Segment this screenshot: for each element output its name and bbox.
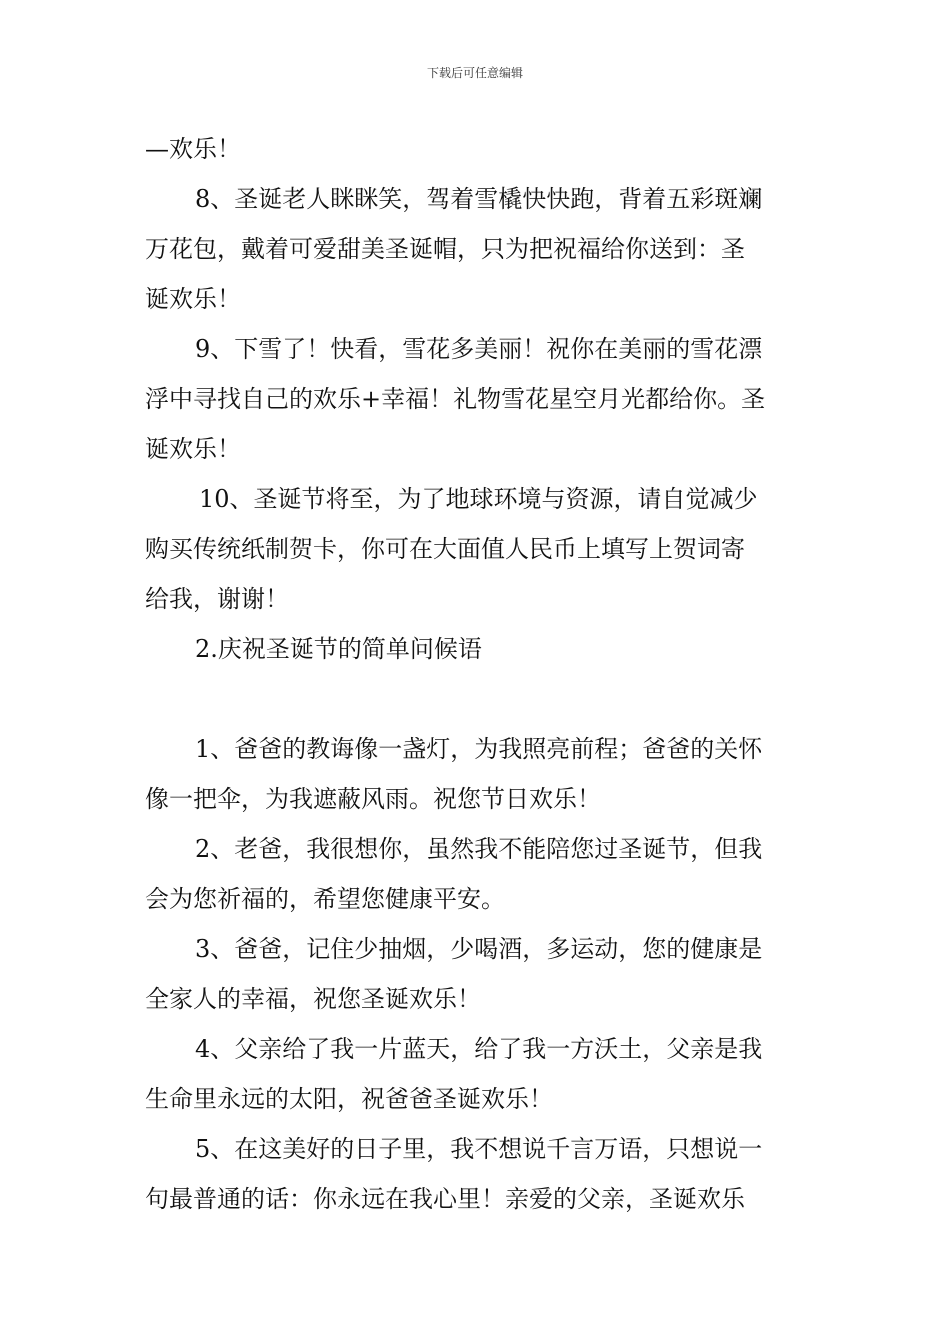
text-line: 诞欢乐！ [145,435,241,463]
text-line: 全家人的幸福，祝您圣诞欢乐！ [145,985,481,1013]
page-header: 下载后可任意编辑 [426,66,523,80]
text-line: 会为您祈福的，希望您健康平安。 [145,885,505,913]
text-line: 8、圣诞老人眯眯笑，驾着雪橇快快跑，背着五彩斑斓 [195,185,763,213]
text-line: 购买传统纸制贺卡，你可在大面值人民币上填写上贺词寄 [145,535,745,563]
section-heading: 2.庆祝圣诞节的简单问候语 [195,635,482,663]
text-line: 给我，谢谢！ [145,585,289,613]
text-line: 2、老爸，我很想你，虽然我不能陪您过圣诞节，但我 [195,835,763,863]
text-line: 10、圣诞节将至，为了地球环境与资源，请自觉减少 [199,485,758,513]
text-line: 句最普通的话：你永远在我心里！亲爱的父亲，圣诞欢乐 [145,1185,745,1213]
blank-line [145,674,807,724]
document-body [145,124,807,1224]
text-line: 3、爸爸，记住少抽烟，少喝酒，多运动，您的健康是 [195,935,763,963]
text-line: 诞欢乐！ [145,285,241,313]
text-line: 5、在这美好的日子里，我不想说千言万语，只想说一 [195,1135,763,1163]
text-line: 生命里永远的太阳，祝爸爸圣诞欢乐！ [145,1085,553,1113]
text-line: 万花包，戴着可爱甜美圣诞帽，只为把祝福给你送到：圣 [145,235,745,263]
text-line: —欢乐！ [145,135,241,163]
text-line: 像一把伞，为我遮蔽风雨。祝您节日欢乐！ [145,785,601,813]
text-line: 1、爸爸的教诲像一盏灯，为我照亮前程；爸爸的关怀 [195,735,763,763]
text-line: 9、下雪了！快看，雪花多美丽！祝你在美丽的雪花漂 [195,335,763,363]
text-line: 浮中寻找自己的欢乐+幸福！礼物雪花星空月光都给你。圣 [145,385,766,413]
text-line: 4、父亲给了我一片蓝天，给了我一方沃土，父亲是我 [195,1035,763,1063]
